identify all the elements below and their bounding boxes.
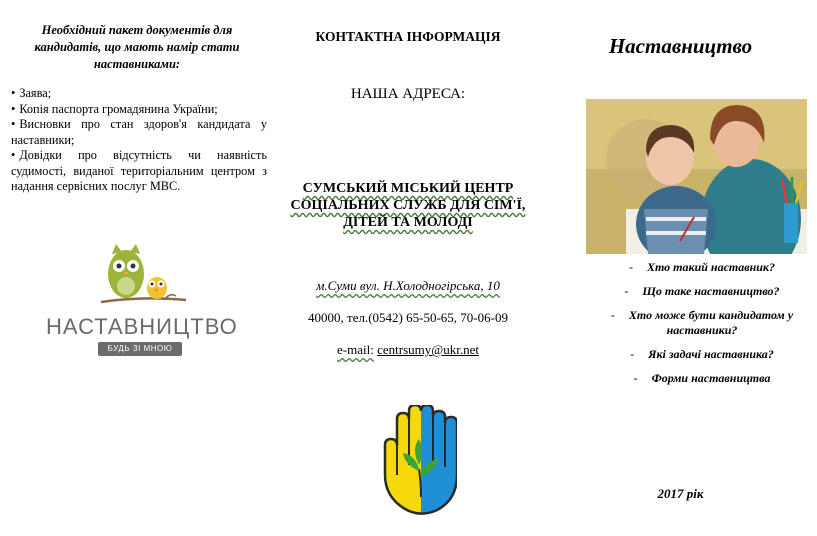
documents-heading: Необхідний пакет документів для кандидатів, що мають намір стати наставниками: — [34, 23, 240, 71]
logo-tagline: БУДЬ ЗІ МНОЮ — [98, 342, 182, 356]
contact-title: КОНТАКТНА ІНФОРМАЦІЯ — [315, 29, 501, 44]
left-panel — [0, 0, 272, 536]
street-address — [272, 278, 544, 294]
document-item: • Довідки про відсутність чи наявність судимості, виданої територіальним центром з надання сервісних послуг МВС. — [11, 148, 267, 195]
yellow-blue-hand-icon — [381, 405, 457, 515]
about-panel — [544, 0, 817, 536]
organization-name — [272, 180, 544, 231]
questions-list — [596, 260, 808, 395]
question-item: - Що таке наставництво? — [596, 284, 808, 299]
street-address-text: м.Суми вул. Н.Холодногірська, 10 — [316, 278, 500, 293]
question-item: - Форми наставництва — [596, 371, 808, 386]
organization-name-text: СУМСЬКИЙ МІСЬКИЙ ЦЕНТР СОЦІАЛЬНИХ СЛУЖБ ДЛЯ СІМ'Ї, ДІТЕЙ ТА МОЛОДІ — [290, 181, 526, 230]
question-item: - Які задачі наставника? — [596, 347, 808, 362]
email-label: e-mail: — [337, 342, 374, 357]
logo-text: НАСТАВНИЦТВО — [46, 314, 238, 339]
document-item: • Висновки про стан здоров'я кандидата у наставники; — [11, 117, 267, 148]
phone-numbers: 40000, тел.(0542) 65-50-65, 70-06-09 — [308, 310, 508, 325]
year-label: 2017 рік — [657, 486, 704, 501]
question-item: - Хто такий наставник? — [596, 260, 808, 275]
brochure-title: Наставництво — [608, 34, 753, 58]
document-item: • Копія паспорта громадянина України; — [11, 102, 267, 118]
question-item: - Хто може бути кандидатом у наставники? — [596, 308, 808, 338]
email-link[interactable]: centrsumy@ukr.net — [377, 342, 479, 357]
address-label: НАША АДРЕСА: — [350, 86, 466, 102]
mother-helping-child-photo — [586, 99, 807, 254]
contact-panel — [272, 0, 544, 536]
document-item: • Заява; — [11, 86, 267, 102]
email-line — [272, 342, 544, 358]
owls-on-branch-icon — [46, 236, 232, 316]
documents-list — [11, 86, 267, 195]
mentoring-logo — [46, 236, 238, 360]
